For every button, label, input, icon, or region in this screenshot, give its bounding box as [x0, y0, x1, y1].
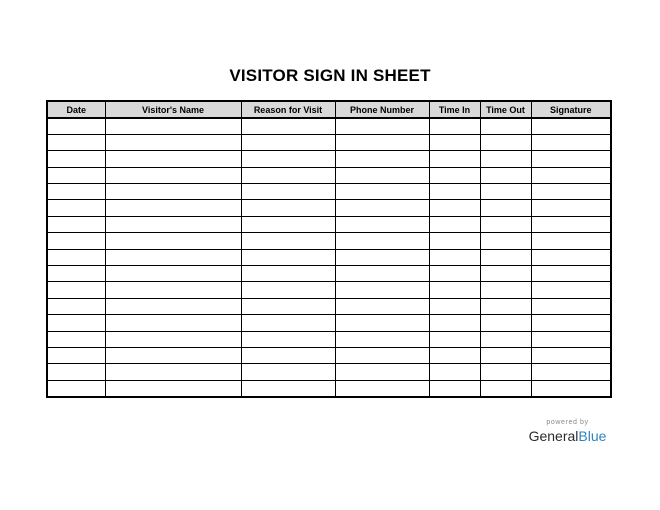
cell-visitor-name[interactable]: [105, 298, 241, 314]
table-row: [47, 249, 611, 265]
cell-time-out[interactable]: [480, 134, 531, 150]
cell-signature[interactable]: [531, 200, 611, 216]
brand-logo: [520, 427, 615, 445]
cell-visitor-name[interactable]: [105, 315, 241, 331]
cell-reason[interactable]: [241, 249, 335, 265]
cell-phone[interactable]: [335, 167, 429, 183]
brand-general-text: General: [528, 428, 579, 444]
cell-phone[interactable]: [335, 364, 429, 380]
cell-date[interactable]: [47, 315, 105, 331]
cell-signature[interactable]: [531, 167, 611, 183]
cell-time-in[interactable]: [429, 380, 480, 396]
cell-phone[interactable]: [335, 249, 429, 265]
cell-visitor-name[interactable]: [105, 200, 241, 216]
cell-phone[interactable]: [335, 134, 429, 150]
cell-time-out[interactable]: [480, 380, 531, 396]
cell-time-in[interactable]: [429, 200, 480, 216]
cell-visitor-name[interactable]: [105, 216, 241, 232]
cell-signature[interactable]: [531, 216, 611, 232]
cell-phone[interactable]: [335, 331, 429, 347]
cell-reason[interactable]: [241, 151, 335, 167]
cell-time-in[interactable]: [429, 167, 480, 183]
cell-date[interactable]: [47, 151, 105, 167]
cell-time-out[interactable]: [480, 233, 531, 249]
cell-phone[interactable]: [335, 216, 429, 232]
cell-visitor-name[interactable]: [105, 167, 241, 183]
cell-reason[interactable]: [241, 233, 335, 249]
cell-time-in[interactable]: [429, 347, 480, 363]
cell-signature[interactable]: [531, 151, 611, 167]
column-header-time-in: Time In: [429, 101, 480, 118]
cell-signature[interactable]: [531, 364, 611, 380]
cell-time-in[interactable]: [429, 118, 480, 134]
cell-reason[interactable]: [241, 134, 335, 150]
cell-signature[interactable]: [531, 282, 611, 298]
cell-visitor-name[interactable]: [105, 266, 241, 282]
table-row: [47, 216, 611, 232]
table-row: [47, 118, 611, 134]
cell-signature[interactable]: [531, 118, 611, 134]
cell-signature[interactable]: [531, 331, 611, 347]
cell-time-in[interactable]: [429, 184, 480, 200]
cell-date[interactable]: [47, 298, 105, 314]
cell-date[interactable]: [47, 282, 105, 298]
brand-blue-text: Blue: [578, 428, 607, 444]
table-row: [47, 184, 611, 200]
cell-time-in[interactable]: [429, 298, 480, 314]
cell-time-out[interactable]: [480, 216, 531, 232]
cell-phone[interactable]: [335, 282, 429, 298]
cell-signature[interactable]: [531, 249, 611, 265]
column-header-visitor-name: Visitor's Name: [105, 101, 241, 118]
cell-signature[interactable]: [531, 233, 611, 249]
cell-date[interactable]: [47, 364, 105, 380]
cell-reason[interactable]: [241, 184, 335, 200]
cell-time-in[interactable]: [429, 315, 480, 331]
cell-visitor-name[interactable]: [105, 282, 241, 298]
table-row: [47, 134, 611, 150]
table-row: [47, 200, 611, 216]
page-title: VISITOR SIGN IN SHEET: [229, 66, 431, 85]
cell-reason[interactable]: [241, 216, 335, 232]
cell-signature[interactable]: [531, 266, 611, 282]
cell-phone[interactable]: [335, 233, 429, 249]
cell-time-in[interactable]: [429, 282, 480, 298]
cell-time-in[interactable]: [429, 233, 480, 249]
column-header-date: Date: [47, 101, 105, 118]
cell-reason[interactable]: [241, 266, 335, 282]
cell-time-in[interactable]: [429, 266, 480, 282]
visitor-log-table: [46, 100, 612, 398]
table-row: [47, 380, 611, 396]
cell-date[interactable]: [47, 331, 105, 347]
cell-reason[interactable]: [241, 200, 335, 216]
table-row: [47, 347, 611, 363]
cell-visitor-name[interactable]: [105, 118, 241, 134]
cell-date[interactable]: [47, 216, 105, 232]
cell-signature[interactable]: [531, 298, 611, 314]
table-row: [47, 151, 611, 167]
table-body: [47, 118, 611, 397]
cell-time-in[interactable]: [429, 151, 480, 167]
cell-phone[interactable]: [335, 184, 429, 200]
cell-time-out[interactable]: [480, 266, 531, 282]
cell-date[interactable]: [47, 347, 105, 363]
cell-time-in[interactable]: [429, 331, 480, 347]
cell-reason[interactable]: [241, 347, 335, 363]
cell-phone[interactable]: [335, 118, 429, 134]
table-row: [47, 266, 611, 282]
cell-time-in[interactable]: [429, 216, 480, 232]
cell-reason[interactable]: [241, 380, 335, 396]
cell-reason[interactable]: [241, 118, 335, 134]
cell-signature[interactable]: [531, 134, 611, 150]
cell-date[interactable]: [47, 380, 105, 396]
cell-time-out[interactable]: [480, 167, 531, 183]
cell-phone[interactable]: [335, 315, 429, 331]
cell-signature[interactable]: [531, 347, 611, 363]
cell-phone[interactable]: [335, 298, 429, 314]
cell-visitor-name[interactable]: [105, 184, 241, 200]
table-row: [47, 298, 611, 314]
cell-time-out[interactable]: [480, 282, 531, 298]
cell-time-out[interactable]: [480, 298, 531, 314]
cell-date[interactable]: [47, 134, 105, 150]
cell-reason[interactable]: [241, 315, 335, 331]
cell-date[interactable]: [47, 249, 105, 265]
cell-visitor-name[interactable]: [105, 380, 241, 396]
column-header-time-out: Time Out: [480, 101, 531, 118]
cell-time-out[interactable]: [480, 118, 531, 134]
column-header-signature: Signature: [531, 101, 611, 118]
cell-time-out[interactable]: [480, 249, 531, 265]
cell-visitor-name[interactable]: [105, 249, 241, 265]
column-header-reason: Reason for Visit: [241, 101, 335, 118]
cell-phone[interactable]: [335, 200, 429, 216]
cell-visitor-name[interactable]: [105, 233, 241, 249]
cell-time-in[interactable]: [429, 134, 480, 150]
cell-time-out[interactable]: [480, 331, 531, 347]
cell-date[interactable]: [47, 233, 105, 249]
cell-phone[interactable]: [335, 151, 429, 167]
cell-time-in[interactable]: [429, 249, 480, 265]
cell-signature[interactable]: [531, 315, 611, 331]
cell-date[interactable]: [47, 118, 105, 134]
cell-date[interactable]: [47, 184, 105, 200]
cell-phone[interactable]: [335, 347, 429, 363]
cell-phone[interactable]: [335, 380, 429, 396]
cell-time-out[interactable]: [480, 200, 531, 216]
footer-branding: [520, 418, 615, 445]
table-row: [47, 167, 611, 183]
cell-time-out[interactable]: [480, 151, 531, 167]
table-header-row: [47, 101, 611, 118]
cell-time-out[interactable]: [480, 364, 531, 380]
table-row: [47, 315, 611, 331]
cell-visitor-name[interactable]: [105, 364, 241, 380]
cell-time-out[interactable]: [480, 315, 531, 331]
cell-date[interactable]: [47, 266, 105, 282]
cell-reason[interactable]: [241, 167, 335, 183]
table-row: [47, 331, 611, 347]
cell-date[interactable]: [47, 167, 105, 183]
cell-time-out[interactable]: [480, 347, 531, 363]
cell-phone[interactable]: [335, 266, 429, 282]
cell-reason[interactable]: [241, 298, 335, 314]
column-header-phone: Phone Number: [335, 101, 429, 118]
cell-visitor-name[interactable]: [105, 134, 241, 150]
cell-reason[interactable]: [241, 364, 335, 380]
cell-signature[interactable]: [531, 184, 611, 200]
table-row: [47, 364, 611, 380]
cell-visitor-name[interactable]: [105, 331, 241, 347]
cell-signature[interactable]: [531, 380, 611, 396]
cell-time-out[interactable]: [480, 184, 531, 200]
table-row: [47, 233, 611, 249]
cell-reason[interactable]: [241, 331, 335, 347]
cell-visitor-name[interactable]: [105, 151, 241, 167]
cell-visitor-name[interactable]: [105, 347, 241, 363]
cell-time-in[interactable]: [429, 364, 480, 380]
table-row: [47, 282, 611, 298]
cell-reason[interactable]: [241, 282, 335, 298]
cell-date[interactable]: [47, 200, 105, 216]
powered-by-text: powered by: [546, 419, 589, 426]
